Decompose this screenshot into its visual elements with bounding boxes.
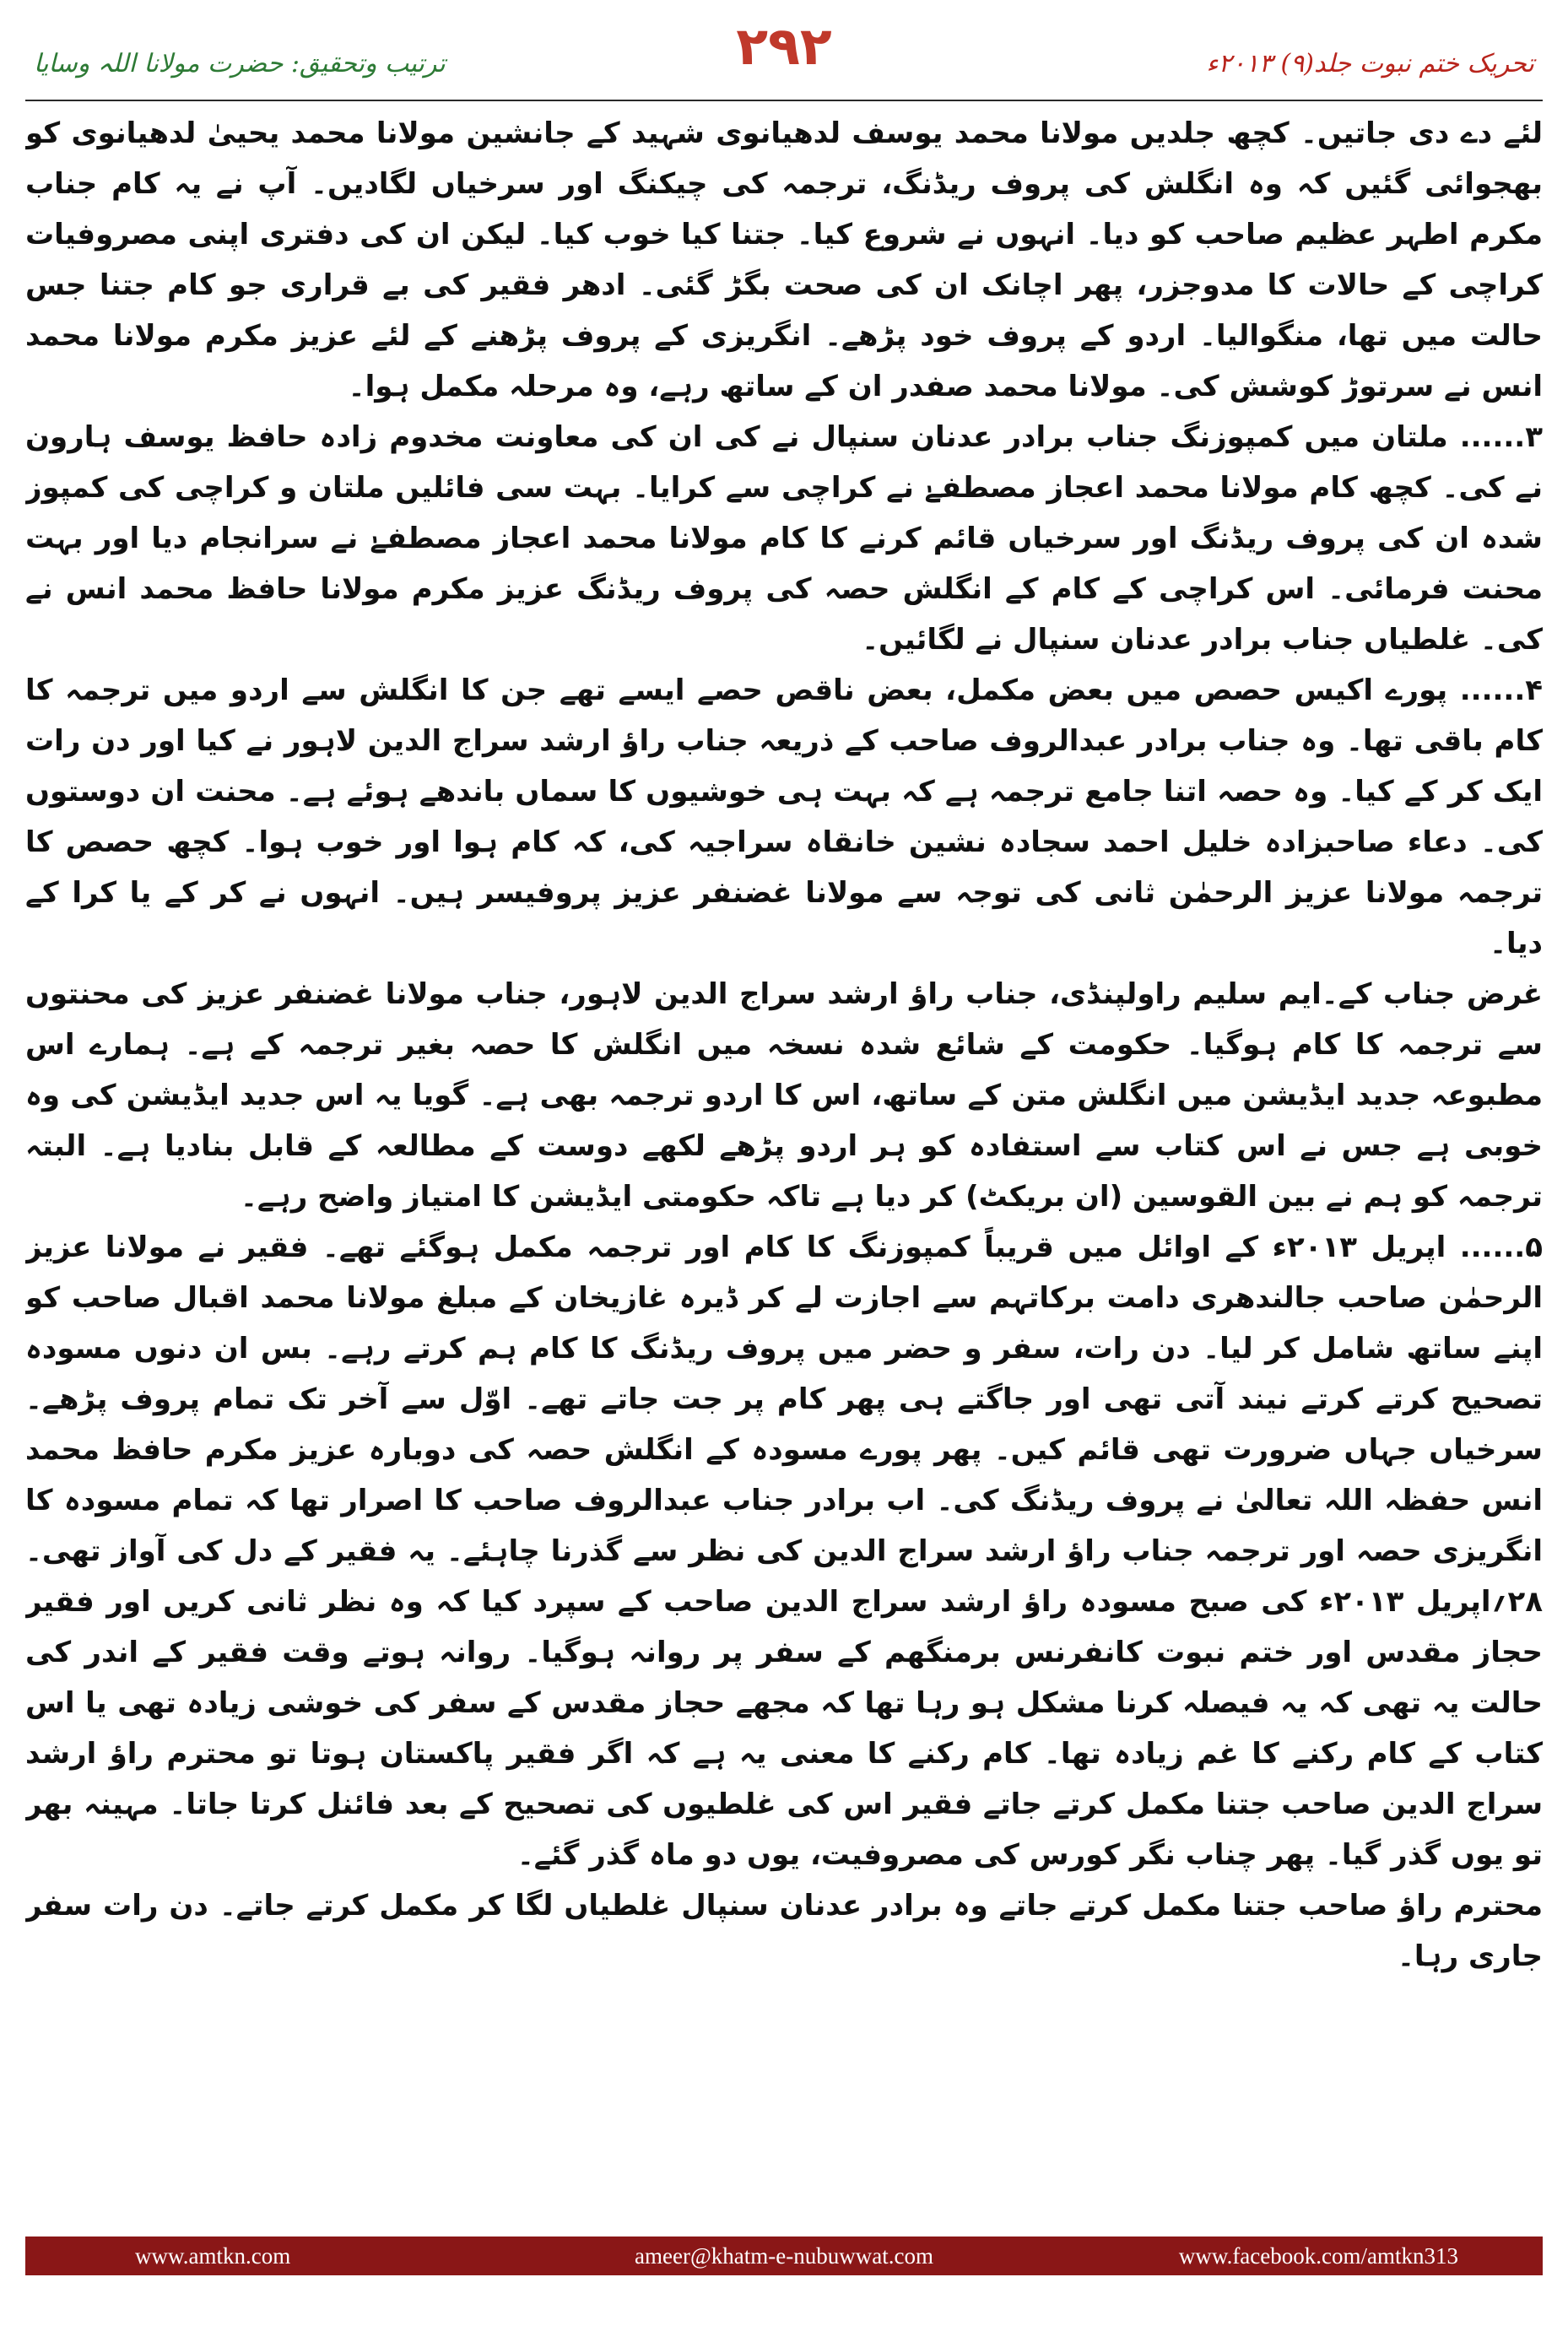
footer-facebook-link[interactable]: www.facebook.com/amtkn313 — [1178, 2243, 1458, 2269]
header-divider — [25, 100, 1543, 101]
header-author-credit: ترتیب وتحقیق: حضرت مولانا اللہ وسایا — [34, 49, 446, 78]
footer-website-link[interactable]: www.amtkn.com — [135, 2243, 291, 2269]
paragraph-3: ۴...... پورے اکیس حصص میں بعض مکمل، بعض ناقص حصے ایسے تھے جن کا انگلش سے اردو میں ترجمہ کا کام باقی تھا۔ وہ جناب برادر عبدالروف صاحب کے ذریعہ جناب راؤ ارشد سراج الدین لاہور نے کیا اور دن رات ایک کر کے کیا۔ وہ حصہ اتنا جامع ترجمہ ہے کہ بہت ہی خوشیوں کا سماں باندھے ہوئے ہے۔ محنت ان دوستوں کی۔ دعاء صاحبزادہ خلیل احمد سجادہ نشین خانقاہ سراجیہ کی، کہ کام ہوا اور خوب ہوا۔ کچھ حصص کا ترجمہ مولانا عزیز الرحمٰن ثانی کی توجہ سے مولانا غضنفر عزیز پروفیسر ہیں۔ انہوں نے کر کے یا کرا کے دیا۔ — [25, 673, 1543, 960]
page-header — [0, 0, 1568, 93]
header-book-title: تحریک ختم نبوت جلد(۹) ۲۰۱۳ء — [1206, 49, 1534, 78]
paragraph-4: غرض جناب کے۔ایم سلیم راولپنڈی، جناب راؤ ارشد سراج الدین لاہور، جناب مولانا غضنفر عزیز کی محنتوں سے ترجمہ کا کام ہوگیا۔ حکومت کے شائع شدہ نسخہ میں انگلش کا حصہ بغیر ترجمہ کے ہے۔ ہمارے اس مطبوعہ جدید ایڈیشن میں انگلش متن کے ساتھ، اس کا اردو ترجمہ بھی ہے۔ گویا یہ اس جدید ایڈیشن کی وہ خوبی ہے جس نے اس کتاب سے استفادہ کو ہر اردو پڑھے لکھے دوست کے مطالعہ کے قابل بنادیا ہے۔ البتہ ترجمہ کو ہم نے بین القوسین (ان بریکٹ) کر دیا ہے تاکہ حکومتی ایڈیشن کا امتیاز واضح رہے۔ — [25, 977, 1543, 1214]
footer-email-link[interactable]: ameer@khatm-e-nubuwwat.com — [635, 2243, 933, 2269]
paragraph-1: لئے دے دی جاتیں۔ کچھ جلدیں مولانا محمد یوسف لدھیانوی شہید کے جانشین مولانا محمد یحییٰ لدھیانوی کو بھجوائی گئیں کہ وہ انگلش کی پروف ریڈنگ، ترجمہ کی چیکنگ اور سرخیاں لگادیں۔ آپ نے یہ کام جناب مکرم اطہر عظیم صاحب کو دیا۔ انہوں نے شروع کیا۔ جتنا کیا خوب کیا۔ لیکن ان کی دفتری اپنی مصروفیات کراچی کے حالات کا مدوجزر، پھر اچانک ان کی صحت بگڑ گئی۔ ادھر فقیر کی بے قراری جو کام جتنا جس حالت میں تھا، منگوالیا۔ اردو کے پروف خود پڑھے۔ انگریزی کے پروف پڑھنے کے لئے عزیز مکرم مولانا محمد انس نے سرتوڑ کوشش کی۔ مولانا محمد صفدر ان کے ساتھ رہے، وہ مرحلہ مکمل ہوا۔ — [25, 116, 1543, 403]
page-footer — [25, 2237, 1543, 2275]
paragraph-5: ۵...... اپریل ۲۰۱۳ء کے اوائل میں قریباً کمپوزنگ کا کام اور ترجمہ مکمل ہوگئے تھے۔ فقیر نے مولانا عزیز الرحمٰن صاحب جالندھری دامت برکاتہم سے اجازت لے کر ڈیرہ غازیخان کے مبلغ مولانا محمد اقبال صاحب کو اپنے ساتھ شامل کر لیا۔ دن رات، سفر و حضر میں پروف ریڈنگ کا کام ہم کرتے رہے۔ بس ان دنوں مسودہ تصحیح کرتے کرتے نیند آتی تھی اور جاگتے ہی پھر کام پر جت جاتے تھے۔ اوّل سے آخر تک تمام پروف پڑھے۔ سرخیاں جہاں ضرورت تھی قائم کیں۔ پھر پورے مسودہ کے انگلش حصہ کی دوبارہ عزیز مکرم حافظ محمد انس حفظہ اللہ تعالیٰ نے پروف ریڈنگ کی۔ اب برادر جناب عبدالروف صاحب کا اصرار تھا کہ تمام مسودہ کا انگریزی حصہ اور ترجمہ جناب راؤ ارشد سراج الدین کی نظر سے گذرنا چاہئے۔ یہ فقیر کے دل کی آواز تھی۔ ۲۸؍اپریل ۲۰۱۳ء کی صبح مسودہ راؤ ارشد سراج الدین صاحب کے سپرد کیا کہ وہ نظر ثانی کریں اور فقیر حجاز مقدس اور ختم نبوت کانفرنس برمنگھم کے سفر پر روانہ ہوگیا۔ روانہ ہوتے وقت فقیر کے اندر کی حالت یہ تھی کہ یہ فیصلہ کرنا مشکل ہو رہا تھا کہ مجھے حجاز مقدس کے سفر کی خوشی زیادہ تھی یا اس کتاب کے کام رکنے کا غم زیادہ تھا۔ کام رکنے کا معنی یہ ہے کہ اگر فقیر پاکستان ہوتا تو محترم راؤ ارشد سراج الدین صاحب جتنا مکمل کرتے جاتے فقیر اس کی غلطیوں کی تصحیح کے بعد فائنل کرتا جاتا۔ مہینہ بھر تو یوں گذر گیا۔ پھر چناب نگر کورس کی مصروفیت، یوں دو ماہ گذر گئے۔ — [25, 1230, 1543, 1872]
page-number: ۲۹۲ — [736, 15, 832, 77]
paragraph-6: محترم راؤ صاحب جتنا مکمل کرتے جاتے وہ برادر عدنان سنپال غلطیاں لگا کر مکمل کرتے جاتے۔ دن رات سفر جاری رہا۔ — [25, 1889, 1543, 1973]
paragraph-2: ۳...... ملتان میں کمپوزنگ جناب برادر عدنان سنپال نے کی ان کی معاونت مخدوم زادہ حافظ یوسف ہارون نے کی۔ کچھ کام مولانا محمد اعجاز مصطفےٰ نے کراچی سے کرایا۔ بہت سی فائلیں ملتان و کراچی کی کمپوز شدہ ان کی پروف ریڈنگ اور سرخیاں قائم کرنے کا کام مولانا محمد اعجاز مصطفےٰ نے سرانجام دیا اور بہت محنت فرمائی۔ اس کراچی کے کام کے انگلش حصہ کی پروف ریڈنگ عزیز مکرم مولانا حافظ محمد انس نے کی۔ غلطیاں جناب برادر عدنان سنپال نے لگائیں۔ — [25, 420, 1543, 657]
page-body — [25, 108, 1543, 2201]
